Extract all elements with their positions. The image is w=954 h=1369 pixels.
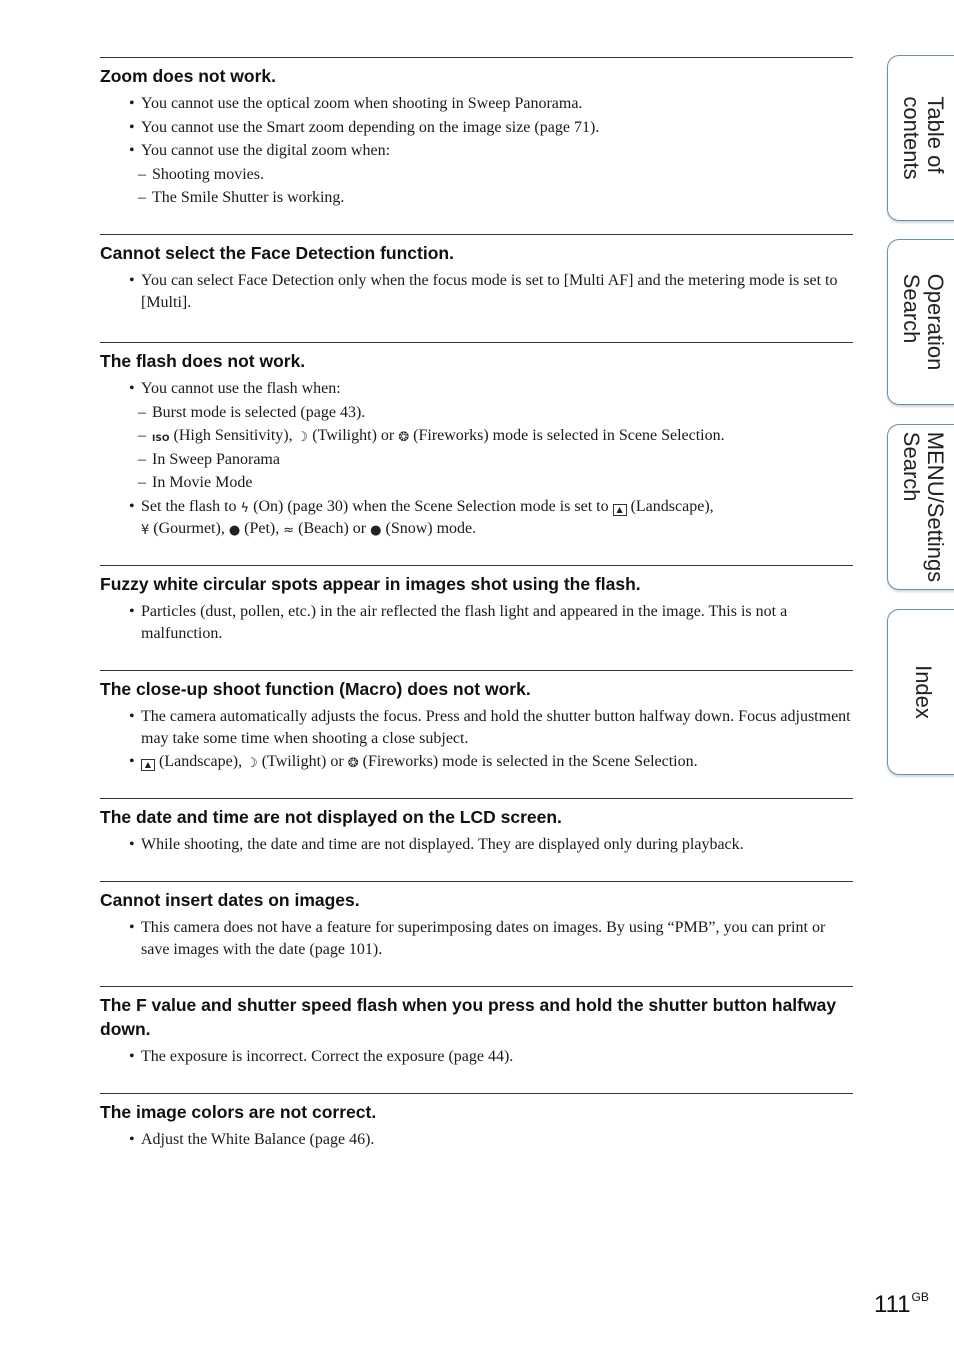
section-heading: The flash does not work. [100, 351, 306, 371]
list-item: • Particles (dust, pollen, etc.) in the air reflected the flash light and appeared in the image. This is not a malfunction. [129, 602, 788, 642]
tab-operation-search[interactable] [887, 239, 954, 405]
gourmet-icon: ¥ [141, 522, 150, 538]
section-heading: The close-up shoot function (Macro) does not work. [100, 678, 531, 699]
section-heading: The date and time are not displayed on the LCD screen. [100, 807, 562, 827]
sub-item: – Burst mode is selected (page 43). [138, 403, 366, 421]
list-item: • You cannot use the optical zoom when shooting in Sweep Panorama. [129, 95, 583, 112]
list-item: • This camera does not have a feature for superimposing dates on images. By using “PMB”, you can print or save images with the date (page 101). [129, 919, 826, 958]
tab-label: contents [899, 96, 924, 180]
fireworks-icon: ❂ [398, 430, 410, 445]
tab-label: Index [911, 665, 936, 719]
section-flash [100, 342, 853, 540]
list-item: • Adjust the White Balance (page 46). [129, 1131, 375, 1148]
landscape-icon: ▲ [613, 504, 627, 516]
tab-table-of-contents[interactable] [887, 55, 954, 221]
sub-item: – Shooting movies. [138, 165, 265, 183]
twilight-icon: ☽ [296, 430, 309, 445]
list-item: • Set the flash to ϟ (On) (page 30) when the Scene Selection mode is set to ▲ (Landscape), ¥ (Gourmet), ● (Pet), ≈ (Beach) or ● (Snow) mode. [129, 497, 714, 538]
list-item: • The camera automatically adjusts the focus. Press and hold the shutter button halfway down. Focus adjustment may take some time when shooting a close subject. [129, 707, 851, 747]
fireworks-icon: ❂ [347, 756, 359, 771]
list-item: • You cannot use the digital zoom when: [129, 142, 391, 159]
section-face-detection [100, 234, 853, 314]
tab-label: MENU/Settings [923, 431, 948, 583]
section-fuzzy-spots [100, 565, 853, 645]
tab-label: Operation [923, 273, 948, 371]
section-heading: Cannot select the Face Detection function. [100, 243, 454, 263]
list-item: • ▲ (Landscape), ☽ (Twilight) or ❂ (Fireworks) mode is selected in the Scene Selection. [129, 753, 698, 771]
section-heading: The image colors are not correct. [100, 1102, 377, 1122]
page-content [100, 57, 853, 1153]
beach-icon: ≈ [283, 522, 295, 538]
section-heading: The F value and shutter speed flash when you press and hold the shutter button halfway down. [100, 995, 837, 1039]
high-sensitivity-icon: ISO [152, 434, 170, 444]
twilight-icon: ☽ [246, 756, 258, 771]
list-item: • The exposure is incorrect. Correct the exposure (page 44). [129, 1048, 514, 1065]
snow-icon: ● [370, 522, 382, 538]
tab-label: Table of [923, 96, 948, 174]
sub-item: – ISO (High Sensitivity), ☽ (Twilight) or ❂ (Fireworks) mode is selected in Scene Selection. [138, 427, 725, 445]
page-number: $111^{GB}$ [874, 1290, 929, 1318]
flash-icon: ϟ [240, 500, 250, 516]
pet-icon: ● [228, 522, 241, 538]
list-item: • While shooting, the date and time are not displayed. They are displayed only during playback. [129, 836, 744, 853]
list-item: • You cannot use the flash when: [129, 380, 341, 397]
tab-label: Search [899, 273, 924, 344]
tab-label: Search [899, 431, 924, 502]
tab-menu-settings-search[interactable] [887, 424, 954, 590]
section-image-colors [100, 1093, 853, 1151]
tab-index[interactable] [887, 609, 954, 775]
section-date-display [100, 798, 853, 856]
section-f-value [100, 986, 853, 1068]
page-suffix: GB [911, 1290, 929, 1304]
section-insert-dates [100, 881, 853, 961]
list-item: • You can select Face Detection only when the focus mode is set to [Multi AF] and the metering mode is set to [Multi]. [129, 272, 838, 311]
list-item: • You cannot use the Smart zoom depending on the image size (page 71). [129, 118, 600, 136]
section-macro [100, 670, 853, 774]
section-heading: Cannot insert dates on images. [100, 890, 360, 910]
section-heading: Zoom does not work. [100, 66, 276, 86]
landscape-icon: ▲ [141, 759, 155, 771]
section-zoom [100, 57, 853, 209]
section-heading: Fuzzy white circular spots appear in images shot using the flash. [100, 573, 641, 594]
sub-item: – The Smile Shutter is working. [138, 189, 345, 206]
sub-item: – In Movie Mode [138, 474, 253, 491]
sub-item: – In Sweep Panorama [138, 450, 280, 468]
